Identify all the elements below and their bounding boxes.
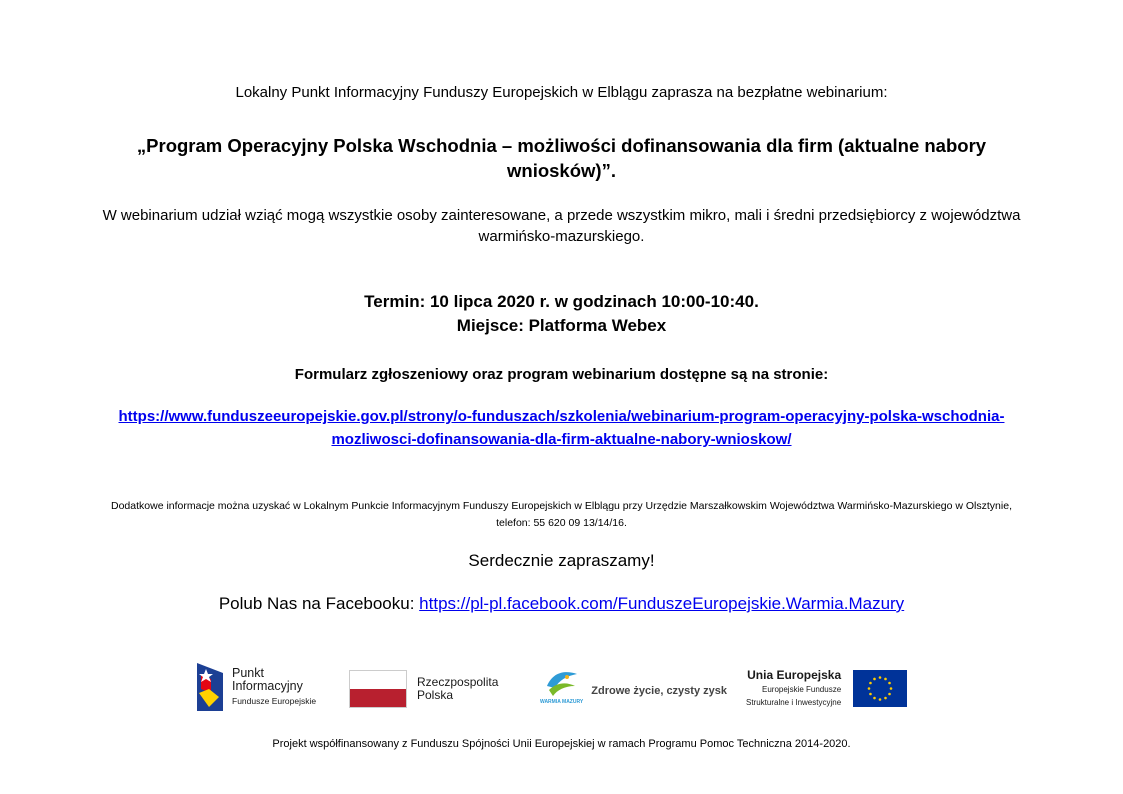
- registration-link[interactable]: https://www.funduszeeuropejskie.gov.pl/strony/o-funduszach/szkolenia/webinarium-program-operacyjny-polska-wschodnia-mozliwosci-dofinansowania-dla-firm-aktualne-nabory-wnioskow/: [118, 408, 1005, 448]
- eu-sub1: Europejskie Fundusze: [762, 685, 842, 694]
- poland-line1: Rzeczpospolita: [417, 675, 499, 689]
- intro-text: Lokalny Punkt Informacyjny Funduszy Europejskich w Elblągu zaprasza na bezpłatne webinarium:: [235, 84, 888, 101]
- warmia-slogan: Zdrowe życie, czysty zysk: [591, 684, 727, 697]
- registration-link-block: [90, 405, 1033, 451]
- punkt-informacyjny-star-icon: [197, 663, 223, 711]
- facebook-link[interactable]: https://pl-pl.facebook.com/FunduszeEuropejskie.Warmia.Mazury: [419, 594, 905, 613]
- webinar-title: „Program Operacyjny Polska Wschodnia – możliwości dofinansowania dla firm (aktualne nabory wniosków)”.: [136, 135, 987, 181]
- punkt-line1: Punkt: [232, 665, 264, 680]
- footer-note: Projekt współfinansowany z Funduszu Spójności Unii Europejskiej w ramach Programu Pomoc Techniczna 2014-2020.: [272, 738, 851, 750]
- extra-info: Dodatkowe informacje można uzyskać w Lokalnym Punkcie Informacyjnym Funduszy Europejskich w Elblągu przy Urzędzie Marszałkowskim Województwa Warmińsko-Mazurskiego w Olsztynie, telefon: 55 620 09 13/14/16.: [111, 500, 1012, 529]
- eligibility-text: W webinarium udział wziąć mogą wszystkie osoby zainteresowane, a przede wszystkim mikro, mali i średni przedsiębiorcy z województwa warmińsko-mazurskiego.: [102, 207, 1021, 245]
- punkt-line2: Informacyjny: [232, 678, 303, 693]
- facebook-line: [0, 594, 1123, 614]
- event-details: [0, 290, 1123, 338]
- eu-sub2: Strukturalne i Inwestycyjne: [746, 698, 842, 707]
- facebook-label: Polub Nas na Facebooku:: [218, 594, 420, 613]
- warmia-mazury-bird-icon: [545, 668, 579, 698]
- warmia-mazury-logo: [540, 668, 727, 705]
- warmia-wordmark: WARMIA MAZURY: [540, 699, 584, 705]
- invitation-text: Serdecznie zapraszamy!: [468, 551, 655, 570]
- form-note: Formularz zgłoszeniowy oraz program webinarium dostępne są na stronie:: [294, 366, 829, 383]
- punkt-informacyjny-logo: [197, 663, 316, 711]
- poland-logo: [349, 670, 498, 708]
- punkt-sub: Fundusze Europejskie: [232, 695, 317, 706]
- event-term: Termin: 10 lipca 2020 r. w godzinach 10:00-10:40.: [364, 292, 759, 311]
- eu-flag-icon: [853, 670, 907, 707]
- poland-line2: Polska: [417, 688, 454, 702]
- polish-flag-icon: [349, 670, 407, 708]
- eu-logo: [746, 668, 907, 708]
- event-place: Miejsce: Platforma Webex: [456, 316, 667, 335]
- logo-strip: [0, 660, 1123, 720]
- eu-title: Unia Europejska: [747, 668, 842, 682]
